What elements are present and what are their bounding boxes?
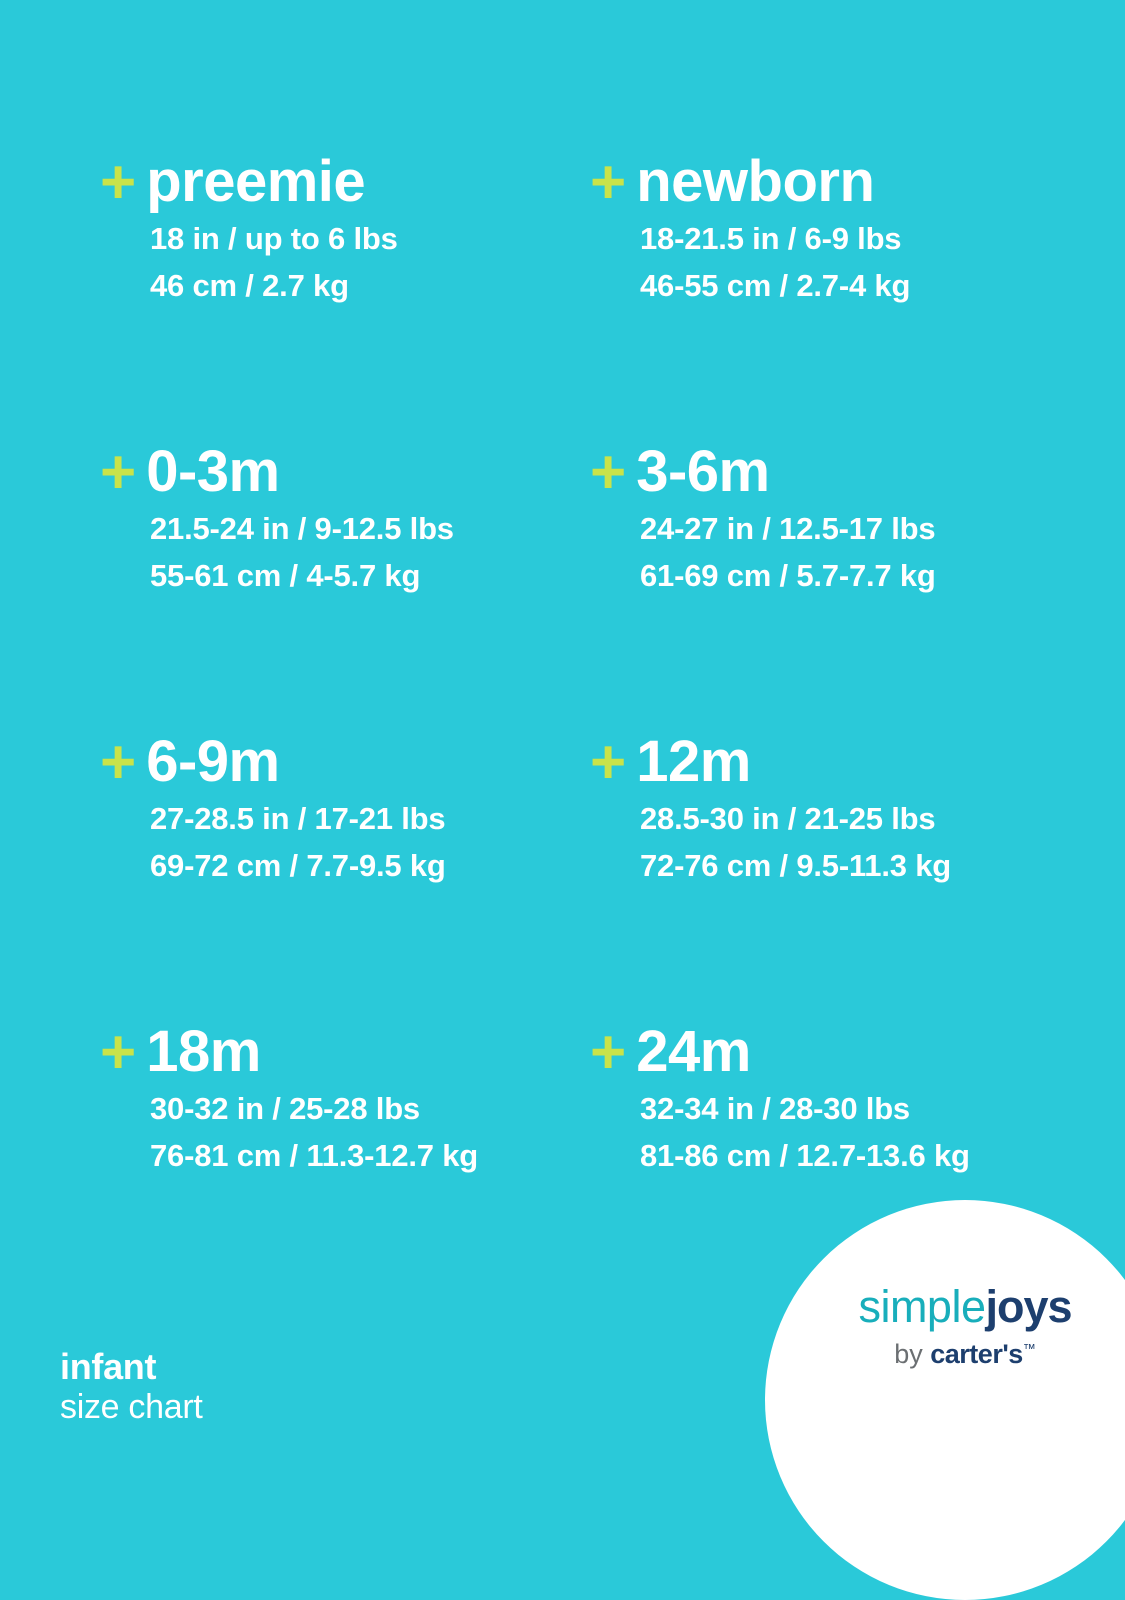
size-measurement-metric: 46 cm / 2.7 kg (150, 267, 349, 303)
size-cell-0-3m (0, 440, 540, 730)
size-heading (100, 1018, 540, 1087)
size-cell-18m (0, 1020, 540, 1310)
size-label: 0-3m (146, 439, 280, 504)
size-label: 18m (146, 1019, 261, 1084)
size-label: preemie (146, 149, 366, 214)
size-cell-newborn (540, 150, 1080, 440)
plus-icon: + (590, 148, 627, 217)
size-measurement-imperial: 24-27 in / 12.5-17 lbs (640, 511, 936, 546)
size-label: 3-6m (636, 439, 770, 504)
size-measurement-imperial: 27-28.5 in / 17-21 lbs (150, 801, 446, 836)
plus-icon: + (100, 728, 137, 797)
chart-footer (60, 1346, 203, 1428)
plus-icon: + (100, 1018, 137, 1087)
brand-word-joys: joys (985, 1281, 1072, 1332)
size-measurement-metric: 55-61 cm / 4-5.7 kg (150, 557, 421, 593)
size-measurement-metric: 81-86 cm / 12.7-13.6 kg (640, 1137, 970, 1173)
size-label: 12m (636, 729, 751, 794)
brand-name-carters: carter's (930, 1339, 1023, 1369)
size-measurement-imperial: 30-32 in / 25-28 lbs (150, 1091, 420, 1126)
page-title: infant (60, 1345, 157, 1387)
brand-by-text: by (894, 1339, 923, 1369)
size-heading (590, 728, 1080, 797)
plus-icon: + (590, 728, 627, 797)
size-label: 6-9m (146, 729, 280, 794)
size-heading (590, 148, 1080, 217)
page-subtitle: size chart (60, 1388, 203, 1427)
brand-logo-wordmark (765, 1281, 1125, 1332)
size-measurement-imperial: 21.5-24 in / 9-12.5 lbs (150, 511, 454, 546)
size-measurement-metric: 69-72 cm / 7.7-9.5 kg (150, 847, 446, 883)
size-label: newborn (636, 149, 875, 214)
size-heading (590, 438, 1080, 507)
size-cell-12m (540, 730, 1080, 1020)
size-cell-6-9m (0, 730, 540, 1020)
brand-logo-inner (765, 1281, 1125, 1369)
size-heading (100, 438, 540, 507)
size-chart-grid (0, 150, 1125, 1310)
size-heading (100, 728, 540, 797)
brand-byline (765, 1341, 1125, 1368)
size-cell-3-6m (540, 440, 1080, 730)
size-measurement-metric: 46-55 cm / 2.7-4 kg (640, 267, 911, 303)
size-measurement-metric: 61-69 cm / 5.7-7.7 kg (640, 557, 936, 593)
size-heading (590, 1018, 1080, 1087)
brand-word-simple: simple (858, 1281, 986, 1332)
size-measurement-imperial: 28.5-30 in / 21-25 lbs (640, 801, 936, 836)
plus-icon: + (100, 438, 137, 507)
size-measurement-imperial: 32-34 in / 28-30 lbs (640, 1091, 910, 1126)
size-heading (100, 148, 540, 217)
trademark-icon: ™ (1022, 1341, 1036, 1356)
plus-icon: + (100, 148, 137, 217)
size-measurement-imperial: 18 in / up to 6 lbs (150, 221, 398, 256)
size-label: 24m (636, 1019, 751, 1084)
size-measurement-metric: 76-81 cm / 11.3-12.7 kg (150, 1137, 479, 1173)
size-measurement-imperial: 18-21.5 in / 6-9 lbs (640, 221, 902, 256)
size-measurement-metric: 72-76 cm / 9.5-11.3 kg (640, 847, 951, 883)
plus-icon: + (590, 1018, 627, 1087)
plus-icon: + (590, 438, 627, 507)
size-cell-preemie (0, 150, 540, 440)
